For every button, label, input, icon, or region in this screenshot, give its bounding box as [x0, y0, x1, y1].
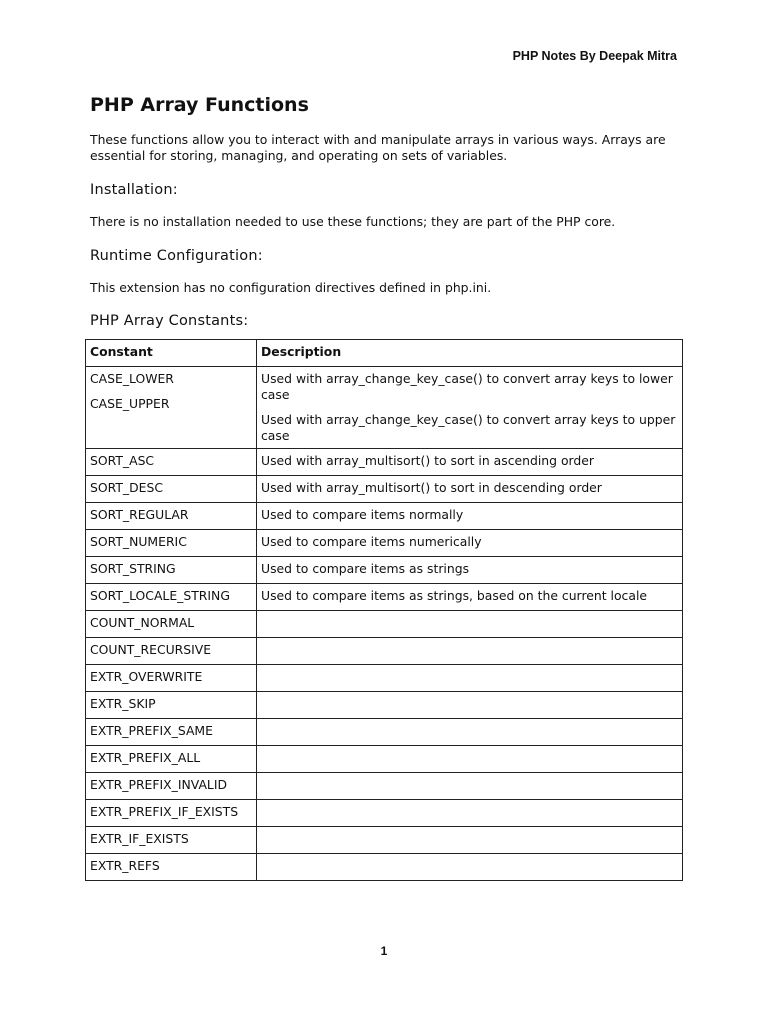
table-row — [86, 773, 683, 800]
table-row — [86, 449, 683, 476]
constant-name: EXTR_IF_EXISTS — [86, 827, 257, 854]
table-row — [86, 719, 683, 746]
runtime-heading: Runtime Configuration: — [90, 248, 263, 264]
constant-name: SORT_ASC — [86, 449, 257, 476]
table-row — [86, 800, 683, 827]
page-title: PHP Array Functions — [90, 94, 309, 116]
table-row — [86, 854, 683, 881]
constant-name: EXTR_PREFIX_INVALID — [86, 773, 257, 800]
table-row — [86, 503, 683, 530]
running-header: PHP Notes By Deepak Mitra — [512, 49, 677, 63]
constant-name: EXTR_PREFIX_IF_EXISTS — [86, 800, 257, 827]
constant-description — [257, 692, 683, 719]
description-cell — [257, 367, 683, 449]
document-body — [90, 92, 683, 881]
table-row — [86, 530, 683, 557]
constant-description: Used with array_multisort() to sort in descending order — [257, 476, 683, 503]
constant-name: EXTR_PREFIX_SAME — [86, 719, 257, 746]
constant-name: EXTR_SKIP — [86, 692, 257, 719]
constant-name: EXTR_PREFIX_ALL — [86, 746, 257, 773]
table-row — [86, 638, 683, 665]
constant-name: EXTR_REFS — [86, 854, 257, 881]
table-row — [86, 746, 683, 773]
constants-heading: PHP Array Constants: — [90, 313, 249, 329]
constant-description: Used with array_change_key_case() to convert array keys to lower case — [261, 371, 673, 402]
table-row — [86, 827, 683, 854]
constant-description — [257, 800, 683, 827]
constant-description — [257, 665, 683, 692]
constant-name: EXTR_OVERWRITE — [86, 665, 257, 692]
table-row — [86, 476, 683, 503]
constant-name: COUNT_RECURSIVE — [86, 638, 257, 665]
constant-description: Used with array_change_key_case() to convert array keys to upper case — [261, 412, 676, 443]
table-row — [86, 611, 683, 638]
constant-name: CASE_UPPER — [90, 396, 170, 411]
constant-description — [257, 773, 683, 800]
table-row — [86, 584, 683, 611]
constant-name: SORT_LOCALE_STRING — [86, 584, 257, 611]
constant-name: SORT_REGULAR — [86, 503, 257, 530]
page-number: 1 — [380, 944, 388, 958]
constant-description: Used to compare items as strings, based on the current locale — [257, 584, 683, 611]
constant-description — [257, 746, 683, 773]
constant-description: Used with array_multisort() to sort in ascending order — [257, 449, 683, 476]
constant-name: CASE_LOWER — [90, 371, 174, 386]
column-header-constant: Constant — [86, 340, 257, 367]
constant-description — [257, 719, 683, 746]
constants-table — [85, 339, 683, 881]
column-header-description: Description — [257, 340, 683, 367]
table-row — [86, 557, 683, 584]
constant-description — [257, 854, 683, 881]
table-row — [86, 692, 683, 719]
table-row — [86, 665, 683, 692]
constant-cell — [86, 367, 257, 449]
intro-paragraph: These functions allow you to interact with and manipulate arrays in various ways. Arrays are essential for storing, managing, and operating on sets of variables. — [90, 132, 666, 163]
constant-name: SORT_STRING — [86, 557, 257, 584]
constant-description — [257, 827, 683, 854]
constant-description — [257, 638, 683, 665]
constant-name: SORT_DESC — [86, 476, 257, 503]
constant-description: Used to compare items as strings — [257, 557, 683, 584]
constant-description — [257, 611, 683, 638]
installation-text: There is no installation needed to use these functions; they are part of the PHP core. — [90, 214, 616, 229]
table-header-row — [86, 340, 683, 367]
runtime-text: This extension has no configuration directives defined in php.ini. — [90, 280, 492, 295]
installation-heading: Installation: — [90, 182, 178, 198]
constant-description: Used to compare items numerically — [257, 530, 683, 557]
constant-description: Used to compare items normally — [257, 503, 683, 530]
constant-name: COUNT_NORMAL — [86, 611, 257, 638]
table-row — [86, 367, 683, 449]
constant-name: SORT_NUMERIC — [86, 530, 257, 557]
